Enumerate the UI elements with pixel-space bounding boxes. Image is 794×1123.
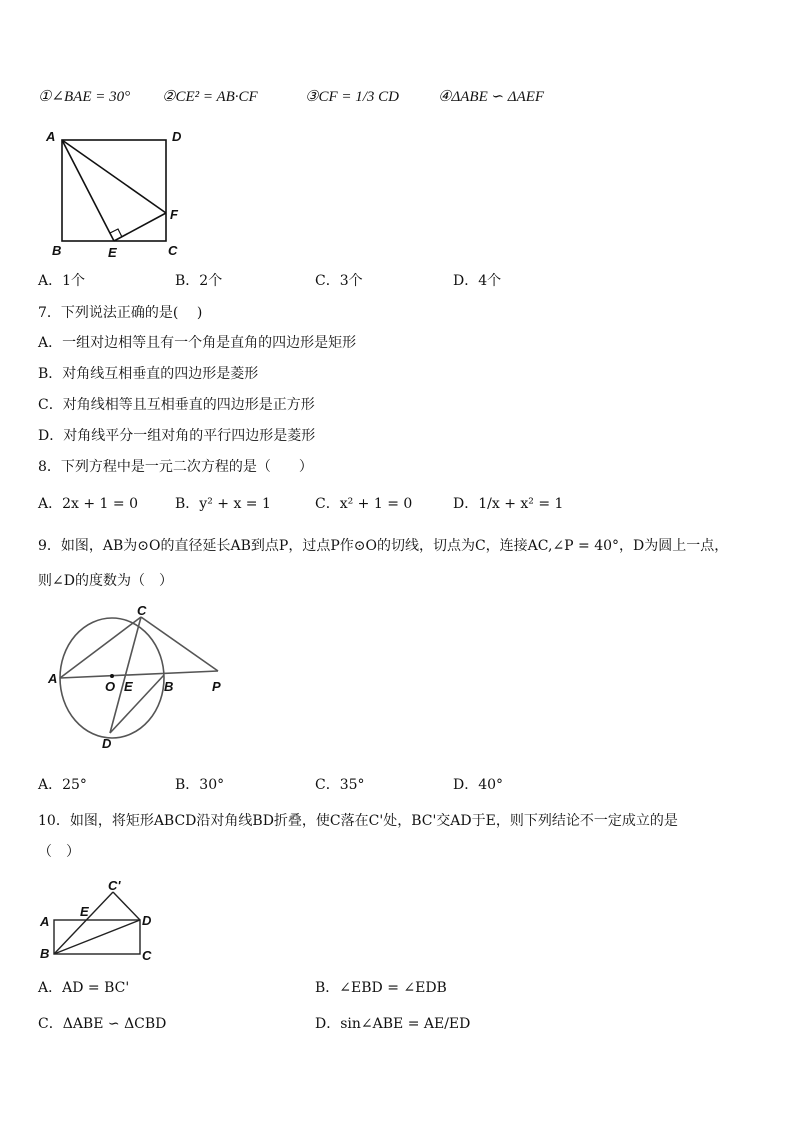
q9-label-p: P: [212, 679, 221, 694]
q9-option-b: B．30°: [175, 777, 225, 793]
q6-option-a: A．1个: [38, 273, 86, 289]
q6-label-b: B: [52, 243, 62, 258]
q9-option-a: A．25°: [38, 777, 87, 793]
q10-option-b: B．∠EBD = ∠EDB: [315, 980, 447, 996]
q8-stem: 8．下列方程中是一元二次方程的是（ ）: [38, 459, 313, 475]
q8-option-c: C．x² + 1 = 0: [315, 496, 413, 512]
q6-label-e: E: [108, 245, 117, 260]
q10-label-d: D: [142, 913, 152, 928]
q6-label-a: A: [46, 129, 56, 144]
q6-label-c: C: [168, 243, 178, 258]
q9-label-a: A: [48, 671, 58, 686]
q7-option-a: A．一组对边相等且有一个角是直角的四边形是矩形: [38, 335, 357, 351]
q6-statement-2: ②CE² = AB·CF: [162, 89, 258, 105]
q6-statement-3: ③CF = 1/3 CD: [305, 89, 399, 105]
q10-stem-line-1: 10．如图，将矩形ABCD沿对角线BD折叠，使C落在C'处，BC'交AD于E，则下列结论不一定成立的是: [38, 813, 678, 829]
q6-statement-4: ④ΔABE ∽ ΔAEF: [438, 89, 545, 105]
q10-label-b: B: [40, 946, 50, 961]
q9-option-d: D．40°: [453, 777, 504, 793]
q7-option-b: B．对角线互相垂直的四边形是菱形: [38, 366, 259, 382]
q9-circle-figure: [40, 603, 240, 753]
q6-option-c: C．3个: [315, 273, 363, 289]
q9-option-c: C．35°: [315, 777, 365, 793]
q6-option-d: D．4个: [453, 273, 502, 289]
q9-label-b: B: [164, 679, 174, 694]
q9-label-o: O: [105, 679, 116, 694]
q10-label-c: C: [142, 948, 152, 963]
q10-option-a: A．AD = BC': [38, 980, 130, 996]
q7-option-d: D．对角线平分一组对角的平行四边形是菱形: [38, 428, 316, 444]
q10-option-c: C．ΔABE ∽ ΔCBD: [38, 1016, 167, 1032]
q6-statement-1: ①∠BAE = 30°: [38, 89, 131, 105]
q10-label-c-prime: C': [108, 878, 121, 893]
q6-label-f: F: [170, 207, 178, 222]
q7-option-c: C．对角线相等且互相垂直的四边形是正方形: [38, 397, 315, 413]
q6-label-d: D: [172, 129, 182, 144]
q10-option-d: D．sin∠ABE = AE/ED: [315, 1016, 471, 1032]
q7-stem: 7．下列说法正确的是( ): [38, 305, 203, 321]
q10-label-a: A: [40, 914, 50, 929]
q8-option-b: B．y² + x = 1: [175, 496, 271, 512]
q6-option-b: B．2个: [175, 273, 223, 289]
q9-stem-line-2: 则∠D的度数为（ ）: [38, 573, 173, 589]
q9-stem-line-1: 9．如图，AB为⊙O的直径延长AB到点P，过点P作⊙O的切线，切点为C，连接AC,∠P = 40°，D为圆上一点，: [38, 538, 729, 554]
q9-label-c: C: [137, 603, 147, 618]
q8-option-d: D．1/x + x² = 1: [453, 496, 564, 512]
q10-stem-line-2: （ ）: [38, 844, 80, 860]
q9-label-e: E: [124, 679, 133, 694]
q10-label-e: E: [80, 904, 89, 919]
q8-option-a: A．2x + 1 = 0: [38, 496, 138, 512]
q10-rectangle-figure: [36, 878, 176, 963]
q6-square-figure: [40, 125, 200, 260]
q9-label-d: D: [102, 736, 112, 751]
